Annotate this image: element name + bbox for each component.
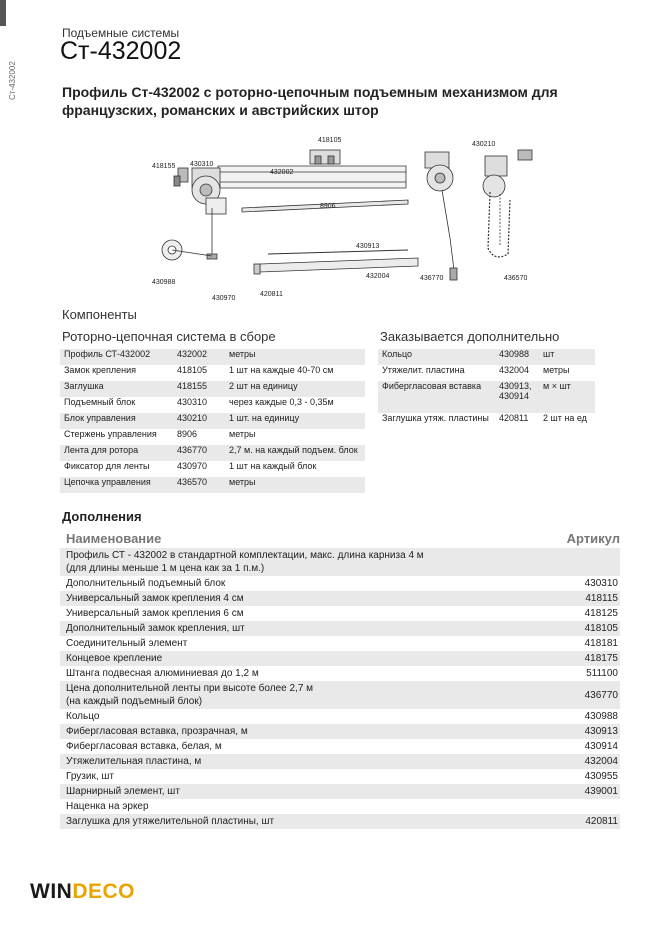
item-code: 418105: [177, 365, 208, 375]
addition-code: 439001: [550, 784, 620, 799]
addition-name: Дополнительный подъемный блок: [66, 578, 226, 589]
side-label: Ст-432002: [8, 61, 17, 100]
item-code: 436770: [173, 445, 225, 461]
item-name: Утяжелит. пластина: [382, 365, 465, 375]
assembly-table: [60, 349, 365, 493]
item-name: Блок управления: [60, 413, 173, 429]
item-code: 436570: [173, 477, 225, 493]
weight-end-cap: [254, 264, 260, 274]
addition-code: 418175: [550, 651, 620, 666]
item-code: 430310: [177, 397, 208, 407]
addition-name: Дополнительный замок крепления, шт: [60, 621, 550, 636]
sidebar-bar: [0, 0, 6, 26]
table-row: [60, 349, 365, 365]
table-row: [60, 681, 620, 709]
item-unit: м × шт: [539, 381, 595, 413]
windeco-logo: WINDECO: [30, 880, 136, 903]
addition-code: 418115: [550, 591, 620, 606]
item-name: Профиль СТ-432002: [60, 349, 173, 365]
table-row: [60, 651, 620, 666]
item-code: 432004: [499, 365, 530, 375]
rotor-tape: [442, 190, 454, 270]
label-418155: 418155: [152, 163, 176, 170]
weight-bar: [260, 258, 418, 272]
additions-heading: Дополнения: [62, 509, 142, 524]
label-436570: 436570: [504, 275, 528, 282]
extra-heading: Заказывается дополнительно: [380, 329, 560, 344]
column-header-name: Наименование: [66, 531, 162, 546]
label-418105: 418105: [318, 137, 342, 144]
item-unit: 2 шт на единицу: [225, 381, 365, 397]
addition-code: 432004: [550, 754, 620, 769]
table-row: [60, 429, 365, 445]
item-unit: метры: [229, 429, 256, 439]
table-row: [378, 349, 595, 365]
section-supertitle: Подъемные системы: [62, 26, 180, 40]
addition-code: 420811: [550, 814, 620, 829]
table-row: [60, 769, 620, 784]
addition-name: Штанга подвесная алюминиевая до 1,2 м: [66, 668, 259, 679]
table-row: [60, 445, 365, 461]
table-row: [60, 814, 620, 829]
product-diagram: [150, 128, 550, 308]
addition-name: Грузик, шт: [66, 771, 115, 782]
item-name: Цепочка управления: [60, 477, 173, 493]
table-row: [60, 548, 620, 576]
components-heading: Компоненты: [62, 307, 137, 322]
tape-stopper: [207, 254, 217, 259]
addition-name: Универсальный замок крепления 6 см: [66, 608, 244, 619]
item-unit: через каждые 0,3 - 0,35м: [229, 397, 334, 407]
addition-code: 430988: [584, 711, 618, 722]
table-row: [60, 477, 365, 493]
addition-code: [550, 548, 620, 576]
label-430913: 430913: [356, 243, 380, 250]
item-unit: метры: [225, 349, 365, 365]
addition-name: Концевое крепление: [60, 651, 550, 666]
table-row: [60, 576, 620, 591]
table-row: [60, 666, 620, 681]
item-name: Подъемный блок: [64, 397, 136, 407]
item-code: 430913, 430914: [495, 381, 539, 413]
label-430970: 430970: [212, 295, 236, 302]
mounting-clip: [310, 150, 340, 164]
table-row: [60, 739, 620, 754]
table-row: [60, 799, 620, 814]
addition-code: 418105: [550, 621, 620, 636]
label-430310: 430310: [190, 161, 214, 168]
addition-code: 418181: [584, 638, 618, 649]
item-unit: 2 шт на ед: [543, 413, 587, 423]
addition-code: 430914: [584, 741, 618, 752]
table-row: [60, 365, 365, 381]
item-code: 430970: [177, 461, 208, 471]
table-row: [60, 784, 620, 799]
table-row: [60, 754, 620, 769]
addition-name: Наценка на эркер: [66, 801, 149, 812]
item-name: Лента для ротора: [60, 445, 173, 461]
item-name: Стержень управления: [64, 429, 157, 439]
table-row: [60, 621, 620, 636]
item-code: 418155: [173, 381, 225, 397]
label-432002: 432002: [270, 169, 294, 176]
item-name: Фиксатор для ленты: [64, 461, 150, 471]
table-row: [378, 413, 595, 429]
addition-code: 430913: [550, 724, 620, 739]
item-code: 430210: [173, 413, 225, 429]
item-unit: 1 шт. на единицу: [225, 413, 365, 429]
item-code: 430988: [495, 349, 539, 365]
label-432004: 432004: [366, 273, 390, 280]
label-430988: 430988: [152, 279, 176, 286]
page-title: Ст-432002: [60, 37, 182, 65]
addition-code: 418125: [584, 608, 618, 619]
table-row: [60, 381, 365, 397]
addition-name: Профиль СТ - 432002 в стандартной комплектации, макс. длина карниза 4 м (для длины меньше 1 м цена как за 1 п.м.): [60, 548, 550, 576]
item-name: Заглушка утяж. пластины: [382, 413, 489, 423]
item-name: Замок крепления: [64, 365, 137, 375]
item-code: 420811: [499, 413, 529, 423]
table-row: [60, 606, 620, 621]
item-code: 432002: [173, 349, 225, 365]
addition-name: Кольцо: [66, 711, 100, 722]
item-unit: шт: [539, 349, 595, 365]
table-row: [60, 461, 365, 477]
control-chain: [488, 192, 510, 257]
addition-name: Шарнирный элемент, шт: [60, 784, 550, 799]
item-name: Фибергласовая вставка: [378, 381, 495, 413]
addition-name: Соединительный элемент: [66, 638, 188, 649]
addition-name: Фибергласовая вставка, белая, м: [66, 741, 222, 752]
item-code: 8906: [177, 429, 198, 439]
item-name: Заглушка: [60, 381, 173, 397]
item-unit: метры: [225, 477, 365, 493]
table-row: [378, 365, 595, 381]
addition-code: [550, 799, 620, 814]
table-row: [378, 381, 595, 413]
addition-name: Заглушка для утяжелительной пластины, шт: [60, 814, 550, 829]
additions-table: [60, 548, 620, 829]
item-unit: 1 шт на каждый блок: [229, 461, 317, 471]
label-420811: 420811: [260, 291, 283, 298]
item-unit: 1 шт на каждые 40-70 см: [229, 365, 334, 375]
addition-name: Утяжелительная пластина, м: [60, 754, 550, 769]
label-430210: 430210: [472, 141, 496, 148]
table-row: [60, 591, 620, 606]
label-8906: 8906: [320, 203, 336, 210]
addition-code: 511100: [586, 668, 618, 679]
addition-name: Фибергласовая вставка, прозрачная, м: [60, 724, 550, 739]
addition-code: 430310: [584, 578, 618, 589]
table-row: [60, 724, 620, 739]
label-436770: 436770: [420, 275, 444, 282]
additions-header: [60, 530, 620, 547]
addition-name: Универсальный замок крепления 4 см: [60, 591, 550, 606]
item-name: Кольцо: [378, 349, 495, 365]
headrail-profile: [218, 166, 406, 188]
assembly-heading: Роторно-цепочная система в сборе: [62, 329, 276, 344]
column-header-code: Артикул: [566, 531, 620, 546]
fiberglass-insert: [268, 250, 408, 254]
item-unit: метры: [543, 365, 570, 375]
addition-name: Цена дополнительной ленты при высоте более 2,7 м (на каждый подъемный блок): [60, 681, 550, 709]
page-subtitle: Профиль Ст-432002 с роторно-цепочным подъемным механизмом для французских, романских и австрийских штор: [62, 84, 558, 118]
addition-code: 436770: [550, 681, 620, 709]
table-row: [60, 397, 365, 413]
extra-table: [378, 349, 595, 429]
addition-code: 430955: [584, 771, 618, 782]
table-row: [60, 636, 620, 651]
table-row: [60, 413, 365, 429]
control-block: [425, 150, 532, 197]
item-unit: 2,7 м. на каждый подъем. блок: [225, 445, 365, 461]
table-row: [60, 709, 620, 724]
